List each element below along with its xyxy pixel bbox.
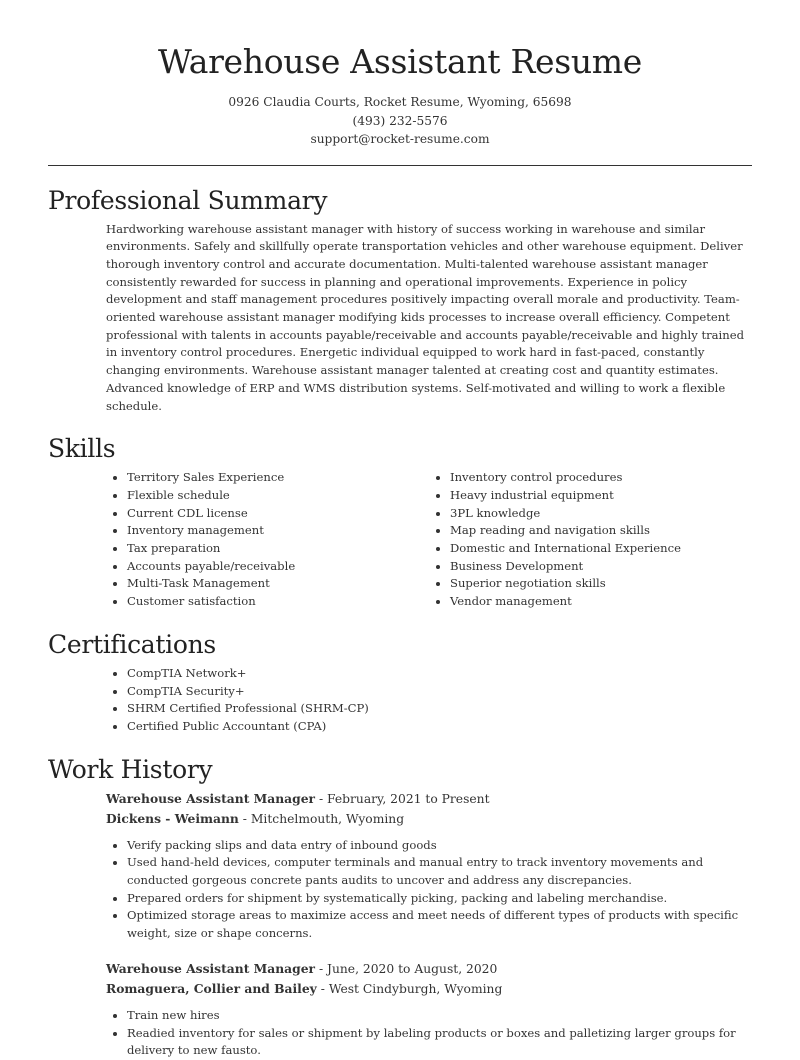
skill-item: • 3PL knowledge bbox=[450, 505, 752, 523]
job-bullet: • Prepared orders for shipment by systematically picking, packing and labeling merchandise. bbox=[127, 890, 752, 908]
job-location: Mitchelmouth, Wyoming bbox=[250, 811, 405, 826]
certification-item: • CompTIA Network+ bbox=[127, 665, 752, 683]
certifications-section bbox=[48, 630, 752, 736]
company-name: Romaguera, Collier and Bailey bbox=[106, 980, 317, 996]
header-divider bbox=[48, 165, 752, 166]
contact-info bbox=[48, 93, 752, 149]
job-entry bbox=[106, 959, 752, 1060]
job-title-line bbox=[106, 959, 752, 979]
job-location: West Cindyburgh, Wyoming bbox=[328, 981, 503, 996]
certifications-list bbox=[106, 665, 752, 736]
skills-list-right bbox=[429, 469, 752, 611]
skills-section bbox=[48, 434, 752, 611]
job-title: Warehouse Assistant Manager bbox=[106, 790, 316, 806]
skill-item: • Vendor management bbox=[450, 593, 752, 611]
section-heading: Skills bbox=[48, 434, 116, 464]
email: support@rocket-resume.com bbox=[310, 132, 490, 146]
job-dates: February, 2021 to Present bbox=[327, 791, 490, 806]
skill-item: • Map reading and navigation skills bbox=[450, 522, 752, 540]
skill-item: • Tax preparation bbox=[127, 540, 429, 558]
skill-item: • Multi-Task Management bbox=[127, 575, 429, 593]
skill-item: • Customer satisfaction bbox=[127, 593, 429, 611]
job-title-line bbox=[106, 789, 752, 809]
job-bullet: • Used hand-held devices, computer terminals and manual entry to track inventory movements and conducted gorgeous concrete pants audits to uncover and address any discrepancies. bbox=[127, 854, 752, 889]
separator: - bbox=[316, 981, 329, 996]
skill-item: • Flexible schedule bbox=[127, 487, 429, 505]
company-name: Dickens - Weimann bbox=[106, 810, 239, 826]
phone: (493) 232-5576 bbox=[352, 113, 448, 128]
job-company-line bbox=[106, 979, 752, 999]
job-company-line bbox=[106, 809, 752, 829]
resume-title: Warehouse Assistant Resume bbox=[157, 42, 643, 81]
certification-item: • CompTIA Security+ bbox=[127, 683, 752, 701]
job-bullets bbox=[106, 837, 752, 943]
summary-text: Hardworking warehouse assistant manager with history of success working in warehouse and similar environments. Safely and skillfully operate transportation vehicles and other warehouse equipment. Deliver thorough inventory control and accurate documentation. Multi-talented warehouse assistant manager consistently rewarded for success in planning and operational improvements. Experience in policy development and staff management procedures positively impacting overall morale and productivity. Team-oriented warehouse assistant manager modifying kids processes to increase overall efficiency. Competent professional with talents in accounts payable/receivable and accounts payable/receivable and highly trained in inventory control procedures. Energetic individual equipped to work hard in fast-paced, constantly changing environments. Warehouse assistant manager talented at creating cost and quantity estimates. Advanced knowledge of ERP and WMS distribution systems. Self-motivated and willing to work a flexible schedule. bbox=[106, 221, 745, 413]
job-bullet: • Readied inventory for sales or shipment by labeling products or boxes and palletizing larger groups for delivery to new fausto. bbox=[127, 1025, 752, 1060]
skill-item: • Territory Sales Experience bbox=[127, 469, 429, 487]
job-bullets bbox=[106, 1007, 752, 1060]
skill-item: • Heavy industrial equipment bbox=[450, 487, 752, 505]
skill-item: • Business Development bbox=[450, 558, 752, 576]
section-heading: Certifications bbox=[48, 629, 216, 659]
job-dates: June, 2020 to August, 2020 bbox=[327, 961, 498, 976]
separator: - bbox=[315, 791, 328, 806]
work-history-section bbox=[48, 755, 752, 1060]
skill-item: • Inventory management bbox=[127, 522, 429, 540]
job-entry bbox=[106, 789, 752, 943]
skills-list-left bbox=[106, 469, 429, 611]
skill-item: • Domestic and International Experience bbox=[450, 540, 752, 558]
job-bullet: • Verify packing slips and data entry of inbound goods bbox=[127, 837, 752, 855]
certification-item: • Certified Public Accountant (CPA) bbox=[127, 718, 752, 736]
job-bullet: • Train new hires bbox=[127, 1007, 752, 1025]
section-heading: Work History bbox=[48, 754, 213, 784]
skill-item: • Accounts payable/receivable bbox=[127, 558, 429, 576]
summary-section bbox=[48, 186, 752, 416]
certification-item: • SHRM Certified Professional (SHRM-CP) bbox=[127, 700, 752, 718]
job-bullet: • Optimized storage areas to maximize access and meet needs of different types of products with specific weight, size or shape concerns. bbox=[127, 907, 752, 942]
skill-item: • Inventory control procedures bbox=[450, 469, 752, 487]
skill-item: • Current CDL license bbox=[127, 505, 429, 523]
skill-item: • Superior negotiation skills bbox=[450, 575, 752, 593]
separator: - bbox=[315, 961, 328, 976]
job-title: Warehouse Assistant Manager bbox=[106, 960, 316, 976]
address: 0926 Claudia Courts, Rocket Resume, Wyoming, 65698 bbox=[228, 95, 572, 109]
section-heading: Professional Summary bbox=[48, 185, 328, 215]
separator: - bbox=[238, 811, 251, 826]
